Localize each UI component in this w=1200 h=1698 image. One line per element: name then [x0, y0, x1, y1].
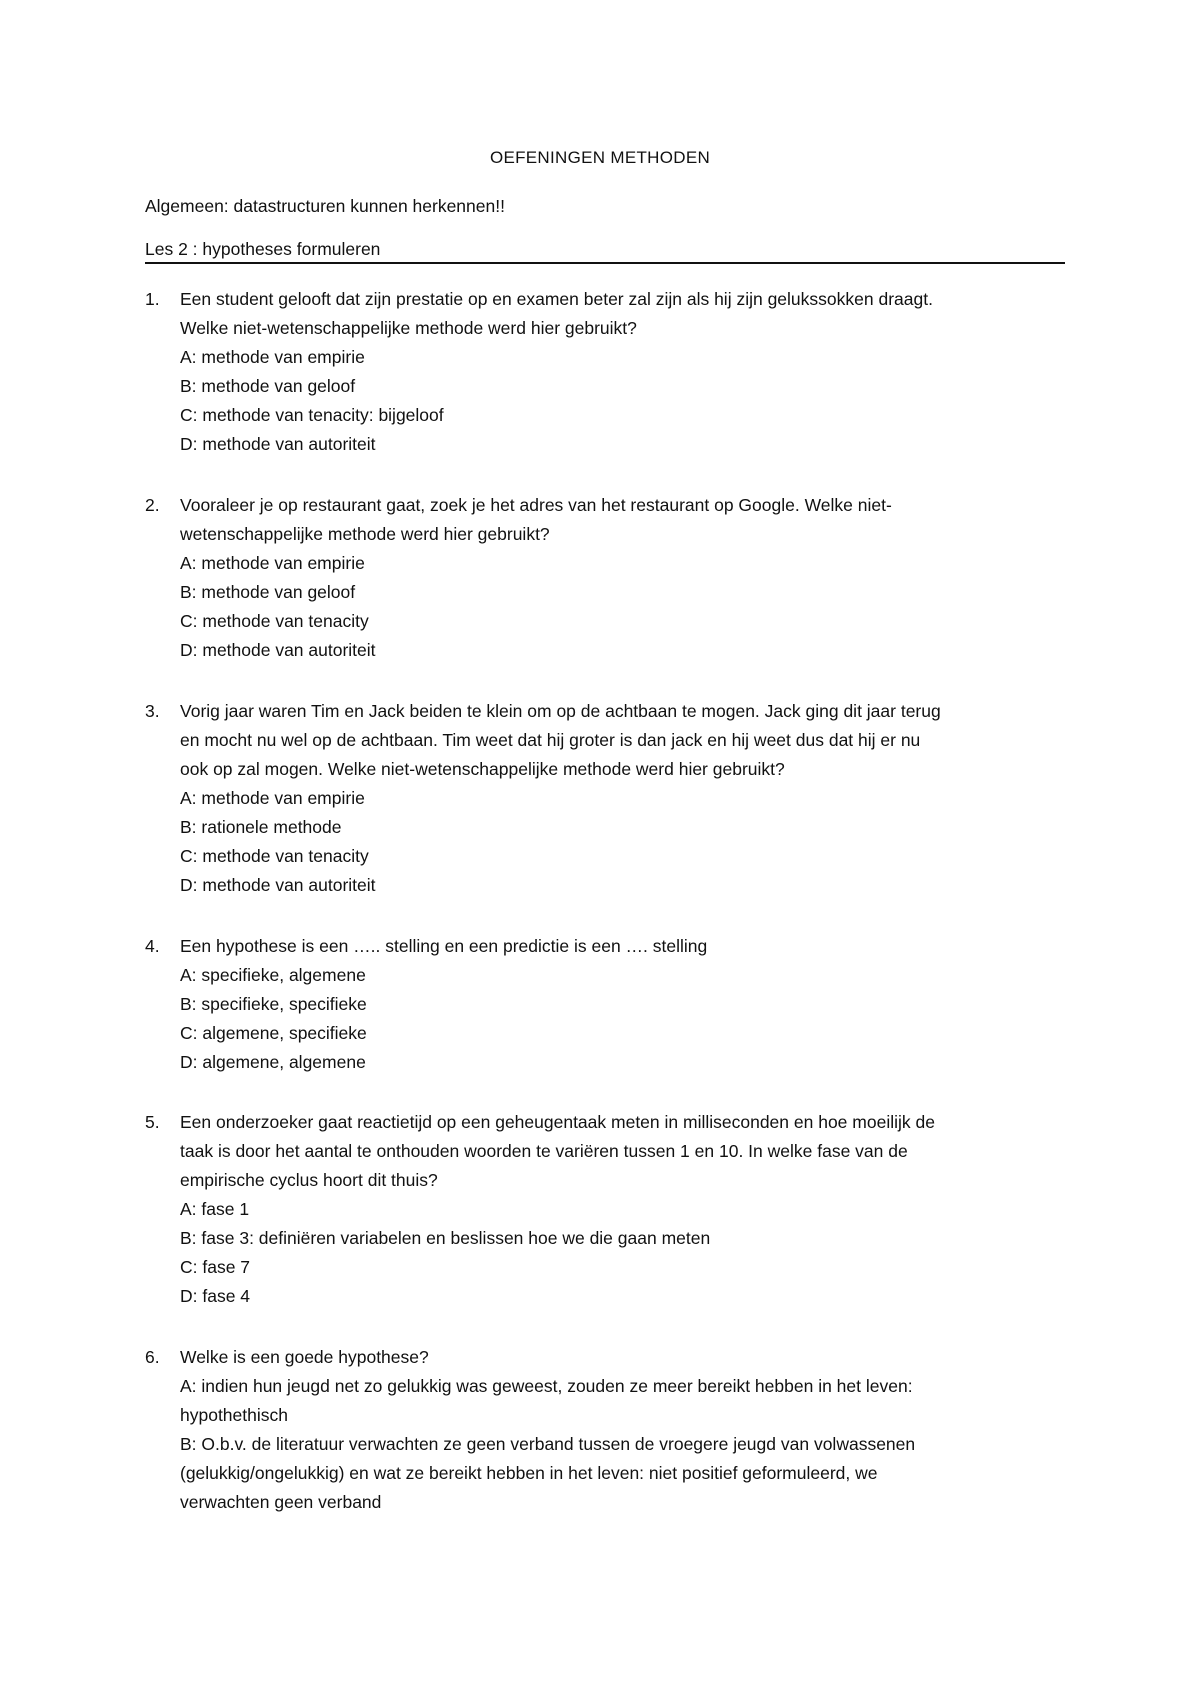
question-text: Vorig jaar waren Tim en Jack beiden te klein om op de achtbaan te mogen. Jack ging dit jaar terug	[180, 701, 941, 721]
answer-option: D: methode van autoriteit	[180, 875, 376, 895]
answer-option: B: rationele methode	[180, 817, 342, 837]
question-text: empirische cyclus hoort dit thuis?	[180, 1170, 438, 1190]
question-text: wetenschappelijke methode werd hier gebruikt?	[180, 524, 550, 544]
answer-option: A: indien hun jeugd net zo gelukkig was geweest, zouden ze meer bereikt hebben in het leven:	[180, 1376, 913, 1396]
answer-option: B: fase 3: definiëren variabelen en beslissen hoe we die gaan meten	[180, 1228, 711, 1248]
answer-option: C: fase 7	[180, 1257, 251, 1277]
answer-option: D: methode van autoriteit	[180, 640, 376, 660]
question-text: Een onderzoeker gaat reactietijd op een geheugentaak meten in milliseconden en hoe moeilijk de	[180, 1112, 935, 1132]
question-number: 5.	[145, 1112, 160, 1132]
section-divider	[145, 262, 1065, 264]
question-text: Welke is een goede hypothese?	[180, 1347, 429, 1367]
answer-option: C: methode van tenacity	[180, 611, 369, 631]
answer-option: B: specifieke, specifieke	[180, 994, 367, 1014]
question-number: 6.	[145, 1347, 160, 1367]
answer-option: A: methode van empirie	[180, 788, 365, 808]
answer-option: C: methode van tenacity	[180, 846, 369, 866]
answer-option: A: specifieke, algemene	[180, 965, 366, 985]
answer-option: B: methode van geloof	[180, 376, 356, 396]
page-title: OEFENINGEN METHODEN	[489, 148, 711, 167]
answer-option: hypothethisch	[180, 1405, 288, 1425]
answer-option: D: fase 4	[180, 1286, 251, 1306]
question-number: 3.	[145, 701, 160, 721]
question-text: en mocht nu wel op de achtbaan. Tim weet dat hij groter is dan jack en hij weet dus dat hij er nu	[180, 730, 921, 750]
answer-option: B: O.b.v. de literatuur verwachten ze geen verband tussen de vroegere jeugd van volwassenen	[180, 1434, 916, 1454]
answer-option: (gelukkig/ongelukkig) en wat ze bereikt hebben in het leven: niet positief geformuleerd, we	[180, 1463, 878, 1483]
subtitle: Algemeen: datastructuren kunnen herkennen!!	[145, 196, 505, 216]
answer-option: B: methode van geloof	[180, 582, 356, 602]
question-text: Een student gelooft dat zijn prestatie op en examen beter zal zijn als hij zijn gelukssokken draagt.	[180, 289, 933, 309]
question-text: taak is door het aantal te onthouden woorden te variëren tussen 1 en 10. In welke fase van de	[180, 1141, 908, 1161]
answer-option: A: methode van empirie	[180, 347, 365, 367]
answer-option: C: algemene, specifieke	[180, 1023, 367, 1043]
answer-option: C: methode van tenacity: bijgeloof	[180, 405, 444, 425]
section-heading: Les 2 : hypotheses formuleren	[145, 239, 381, 259]
question-text: Welke niet-wetenschappelijke methode werd hier gebruikt?	[180, 318, 637, 338]
question-number: 4.	[145, 936, 160, 956]
answer-option: D: methode van autoriteit	[180, 434, 376, 454]
answer-option: verwachten geen verband	[180, 1492, 382, 1512]
question-number: 1.	[145, 289, 160, 309]
answer-option: A: fase 1	[180, 1199, 250, 1219]
question-text: Vooraleer je op restaurant gaat, zoek je het adres van het restaurant op Google. Welke niet-	[180, 495, 892, 515]
question-text: Een hypothese is een ….. stelling en een predictie is een …. stelling	[180, 936, 708, 956]
answer-option: D: algemene, algemene	[180, 1052, 366, 1072]
question-text: ook op zal mogen. Welke niet-wetenschappelijke methode werd hier gebruikt?	[180, 759, 785, 779]
question-number: 2.	[145, 495, 160, 515]
answer-option: A: methode van empirie	[180, 553, 365, 573]
